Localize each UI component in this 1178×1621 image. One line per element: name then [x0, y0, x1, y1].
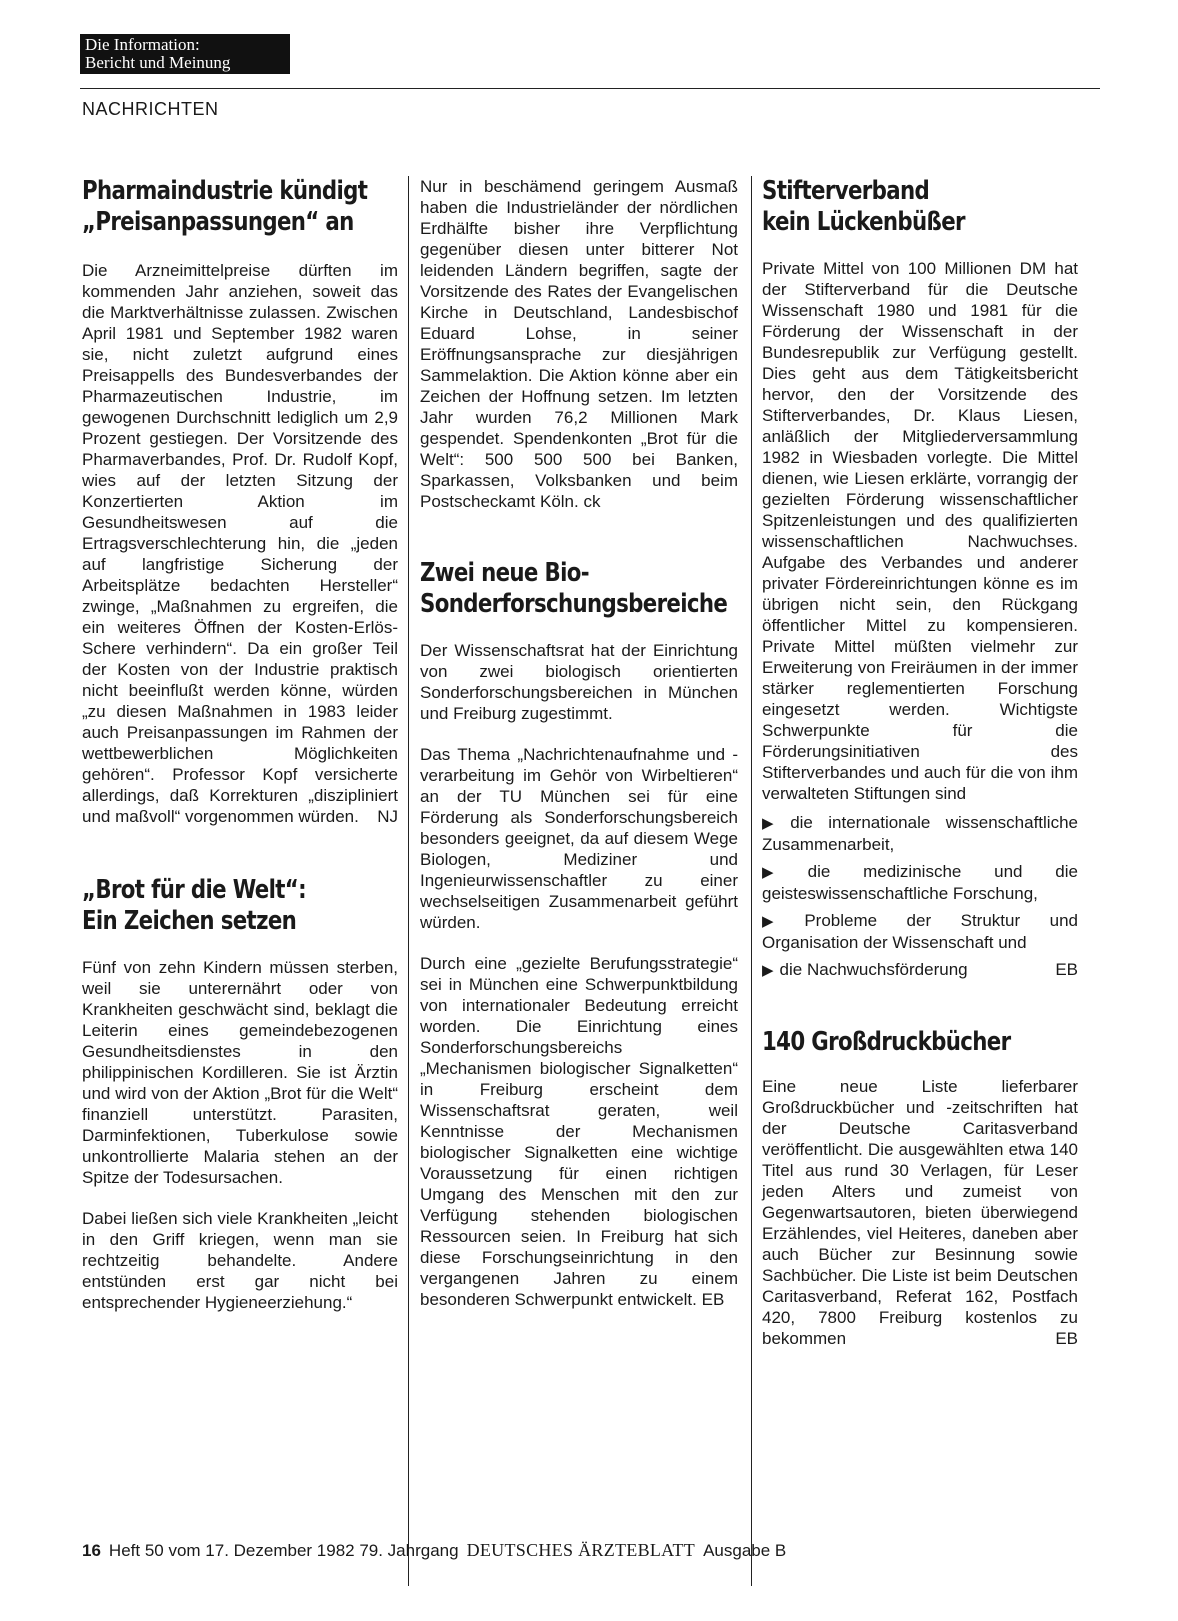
article-headline: 140 Großdruckbücher	[762, 1027, 1011, 1057]
article-paragraph: Fünf von zehn Kindern müssen sterben, weil sie unterernährt oder von Krankheiten geschwächt sind, beklagt die Leiterin eines gemeindebezogenen Gesundheitsdienstes in den philippinischen Kordilleren. Sie ist Ärztin und wird von der Aktion „Brot für die Welt“ finanziell unterstützt. Parasiten, Darminfektionen, Tuberkulose sowie unkontrollierte Malaria stehen an der Spitze der Todesursachen.	[82, 958, 398, 1187]
headline-line: „Preisanpassungen“ an	[82, 207, 354, 237]
bullet-item	[762, 959, 1078, 981]
masthead-line-1: Die Information:	[85, 35, 200, 54]
article-brot	[82, 875, 398, 1313]
article-paragraph: Das Thema „Nachrichtenaufnahme und -verarbeitung im Gehör von Wirbeltieren“ an der TU München sei für eine Förderung als Sonderforschungsbereich besonders geeignet, da auf diesem Wege Biologen, Mediziner und Ingenieurwissenschaftler zu einer wechselseitigen Zusammenarbeit geführt würden.	[420, 745, 738, 932]
article-body	[82, 260, 398, 827]
headline-line: „Brot für die Welt“:	[82, 875, 307, 905]
article-headline	[420, 558, 738, 620]
article-body	[762, 1076, 1078, 1349]
author-signature: NJ	[377, 807, 398, 826]
body-text: Nur in beschämend geringem Ausmaß haben die Industrieländer der nördlichen Erdhälfte bisher ihre Verpflichtung gegenüber diesen unter bitterer Not leidenden Ländern begriffen, sagte der Vorsitzende des Rates der Evangelischen Kirche in Deutschland, Landesbischof Eduard Lohse, in seiner Eröffnungsansprache zur diesjährigen Sammelaktion. Die Aktion könne aber ein Zeichen der Hoffnung setzen. Im letzten Jahr wurden 76,2 Millionen Mark gespendet. Spendenkonten „Brot für die Welt“: 500 500 500 bei Banken, Sparkassen, Volksbanken und beim Postscheckamt Köln.	[420, 177, 738, 511]
bullet-text: die Nachwuchsförderung	[779, 960, 968, 979]
article-headline	[82, 875, 398, 937]
article-headline	[762, 176, 1078, 238]
body-text: Die Arzneimittelpreise dürften im kommenden Jahr anziehen, soweit das die Marktverhältnisse zulassen. Zwischen April 1981 und September 1982 waren sie, nicht zuletzt aufgrund eines Preisappells des Bundesverbandes der Pharmazeutischen Industrie, im gewogenen Durchschnitt lediglich um 2,9 Prozent gestiegen. Der Vorsitzende des Pharmaverbandes, Prof. Dr. Rudolf Kopf, wies auf der letzten Sitzung der Konzertierten Aktion im Gesundheitswesen auf die Ertragsverschlechterung hin, die „jeden auf langfristige Sicherung der Arbeitsplätze bedachten Hersteller“ zwinge, „Maßnahmen zu ergreifen, die ein weiteres Öffnen der Kosten-Erlös-Schere verhindern“. Da ein großer Teil der Kosten von der Industrie praktisch nicht beeinflußt werden könne, würden „zu diesen Maßnahmen in 1983 leider auch Preisanpassungen im Rahmen der wettbewerblichen Möglichkeiten gehören“. Professor Kopf versicherte allerdings, daß Korrekturen „diszipliniert und maßvoll“ vorgenommen würden.	[82, 261, 398, 826]
body-text: Eine neue Liste lieferbarer Großdruckbücher und -zeitschriften hat der Deutsche Caritasverband veröffentlicht. Die ausgewählten etwa 140 Titel aus rund 30 Verlagen, für Leser jeden Alters und zumeist von Gegenwartsautoren, bieten überwiegend Erzählendes, viel Heiteres, daneben aber auch Bücher zur Besinnung sowie Sachbücher. Die Liste ist beim Deutschen Caritasverband, Referat 162, Postfach 420, 7800 Freiburg kostenlos zu bekommen	[762, 1077, 1078, 1348]
article-paragraph: Dabei ließen sich viele Krankheiten „leicht in den Griff kriegen, wenn man sie rechtzeitig behandelte. Andere entstünden erst gar nicht bei entsprechender Hygieneerziehung.“	[82, 1209, 398, 1312]
publication-name: DEUTSCHES ÄRZTEBLATT	[466, 1540, 696, 1560]
article-bio	[420, 558, 738, 1310]
article-body: Private Mittel von 100 Millionen DM hat der Stifterverband für die Deutsche Wissenschaft 1980 und 1981 für die Förderung der Wissenschaft in der Bundesrepublik zur Verfügung gestellt. Dies geht aus dem Tätigkeitsbericht hervor, den der Vorsitzende des Stifterverbandes, Dr. Klaus Liesen, anläßlich der Mitgliederversammlung 1982 in Wiesbaden vorlegte. Die Mittel dienen, wie Liesen erklärte, vorrangig der gezielten Förderung wissenschaftlicher Spitzenleistungen und des qualifizierten wissenschaftlichen Nachwuchses. Aufgabe des Verbandes und anderer privater Fördereinrichtungen könne es im übrigen nicht sein, den Rückgang öffentlicher Mittel zu kompensieren. Private Mittel müßten vielmehr zur Erweiterung von Freiräumen in der immer stärker reglementierten Forschung eingesetzt werden. Wichtigste Schwerpunkte für die Förderungsinitiativen des Stifterverbandes und auch für die von ihm verwalteten Stiftungen sind	[762, 259, 1078, 803]
triangle-right-icon: ▶	[762, 913, 799, 930]
bullet-item	[762, 812, 1078, 855]
author-signature: EB	[1055, 960, 1078, 979]
author-signature: EB	[1055, 1329, 1078, 1348]
section-label: NACHRICHTEN	[82, 99, 219, 119]
masthead	[80, 34, 290, 74]
column-divider	[751, 176, 752, 1586]
top-rule	[80, 88, 1100, 89]
headline-line: Zwei neue Bio-	[420, 558, 589, 588]
bullet-text: die medizinische und die geisteswissenschaftliche Forschung,	[762, 862, 1078, 903]
column-2	[420, 176, 738, 1310]
author-signature: EB	[701, 1290, 725, 1309]
body-text: Durch eine „gezielte Berufungsstrategie“ sei in München eine Schwerpunktbildung von internationaler Bedeutung erreicht worden. Die Einrichtung eines Sonderforschungsbereichs „Mechanismen biologischer Signalketten“ in Freiburg erscheint dem Wissenschaftsrat geraten, weil Kenntnisse der Mechanismen biologischer Signalketten eine wichtige Voraussetzung für einen richtigen Umgang des Menschen mit den zur Verfügung stehenden biologischen Ressourcen seien. In Freiburg hat sich diese Forschungseinrichtung in den vergangenen Jahren zu einem besonderen Schwerpunkt entwickelt.	[420, 954, 738, 1309]
issue-info: Heft 50 vom 17. Dezember 1982 79. Jahrgang	[108, 1541, 459, 1560]
article-paragraph	[420, 953, 738, 1310]
article-brot-continued	[420, 176, 738, 512]
edition-label: Ausgabe B	[703, 1541, 787, 1560]
article-pharma	[82, 176, 398, 827]
article-stifter	[762, 176, 1078, 981]
bullet-text: Probleme der Struktur und Organisation der Wissenschaft und	[762, 911, 1078, 952]
masthead-line-2: Bericht und Meinung	[85, 53, 231, 72]
headline-line: kein Lückenbüßer	[762, 207, 965, 237]
page-footer	[82, 1540, 786, 1561]
headline-line: Stifterverband	[762, 176, 930, 206]
column-3	[762, 176, 1078, 1349]
bullet-item	[762, 910, 1078, 953]
bullet-item	[762, 861, 1078, 904]
column-1	[82, 176, 398, 1313]
page-number: 16	[82, 1541, 101, 1560]
article-gross	[762, 1027, 1078, 1349]
bullet-text: die internationale wissenschaftliche Zusammenarbeit,	[762, 813, 1078, 854]
article-headline	[82, 176, 398, 238]
author-signature: ck	[583, 492, 601, 511]
triangle-right-icon: ▶	[762, 815, 785, 832]
headline-line: Ein Zeichen setzen	[82, 906, 297, 936]
headline-line: Sonderforschungsbereiche	[420, 589, 728, 619]
headline-line: Pharmaindustrie kündigt	[82, 176, 368, 206]
article-paragraph: Der Wissenschaftsrat hat der Einrichtung von zwei biologisch orientierten Sonderforschungsbereichen in München und Freiburg zugestimmt.	[420, 641, 738, 723]
triangle-right-icon: ▶	[762, 962, 774, 979]
column-divider	[408, 176, 409, 1586]
triangle-right-icon: ▶	[762, 864, 802, 881]
